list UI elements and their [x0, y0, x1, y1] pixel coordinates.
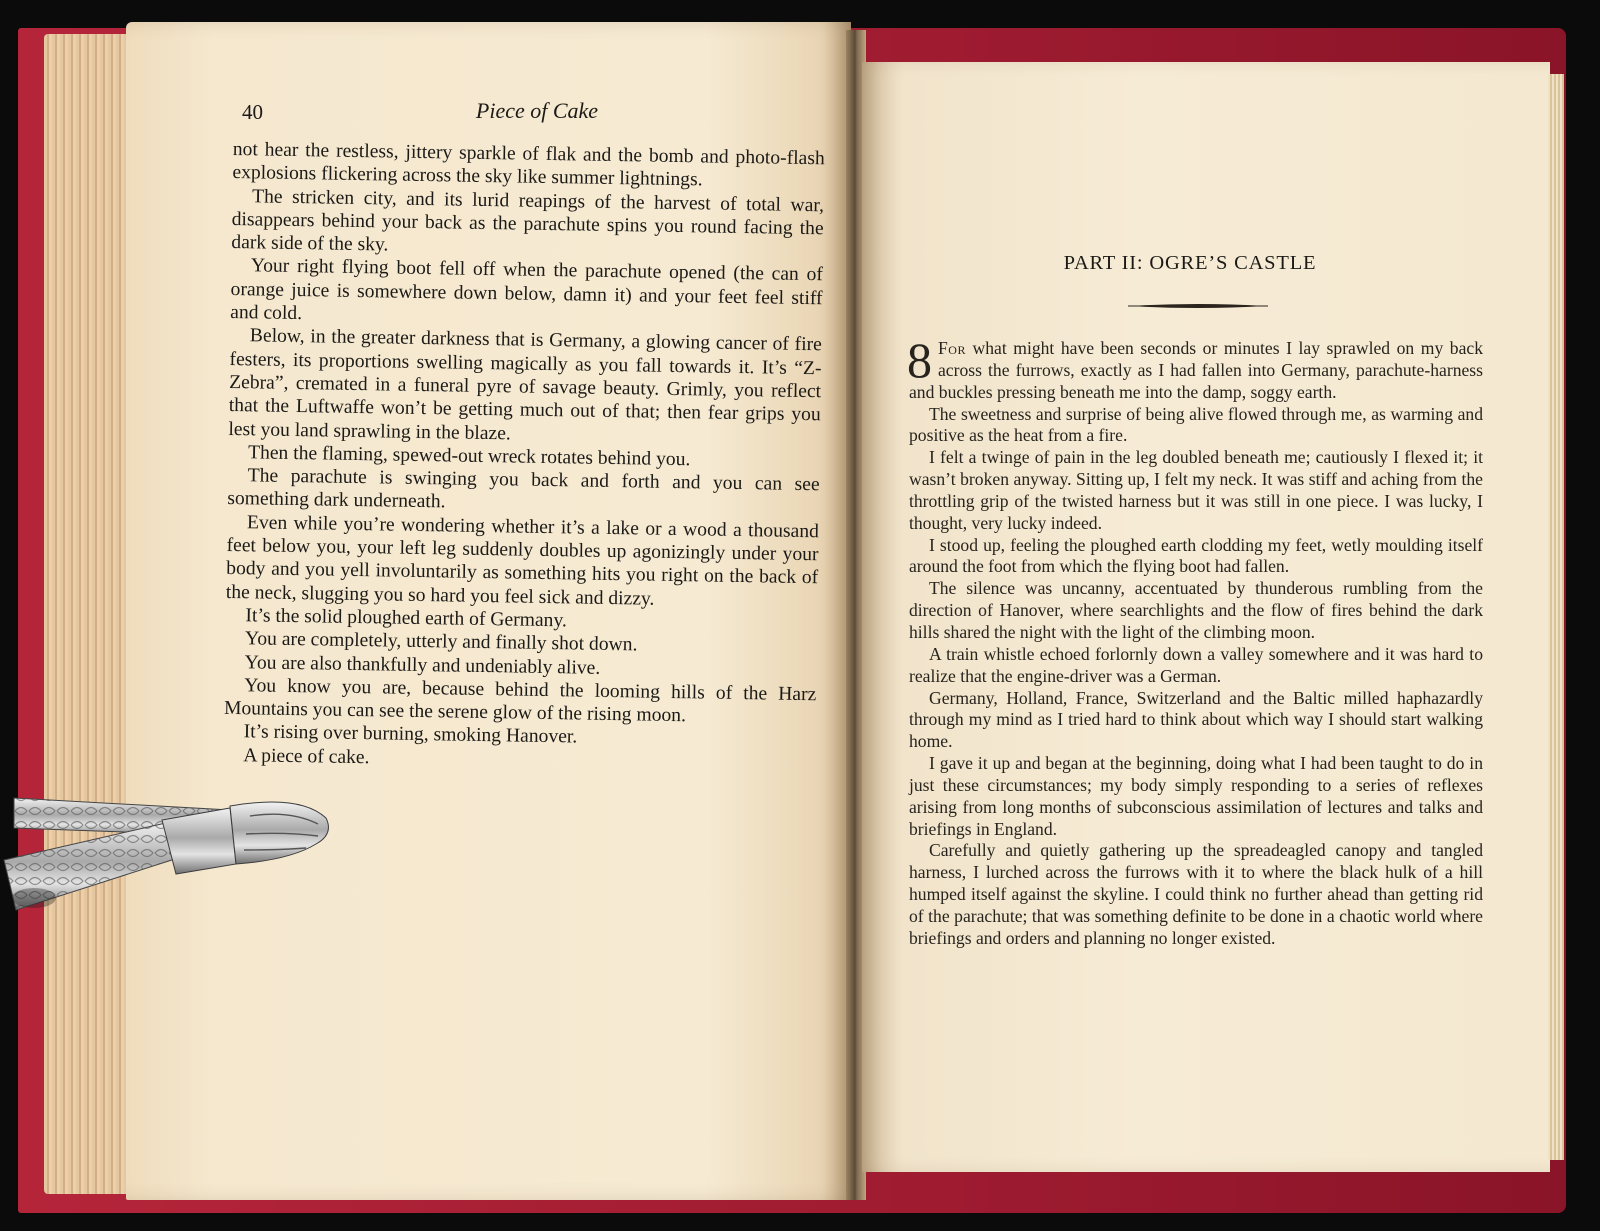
- paragraph: You are also thankfully and undeniably alive.: [244, 651, 601, 679]
- paragraph: It’s rising over burning, smoking Hanover.: [243, 721, 578, 748]
- paragraph: The sweetness and surprise of being alive flowed through me, as warming and positive as the heat from a fire.: [909, 403, 1483, 446]
- paragraph: The silence was uncanny, accentuated by thunderous rumbling from the direction of Hanover, where searchlights and the flow of fires behind the dark hills shared the night with the light of the climbing moon.: [909, 578, 1483, 642]
- chapter-opening: [907, 332, 1483, 404]
- paragraph: Below, in the greater darkness that is Germany, a glowing cancer of fire festers, its proportions swelling magically as you fall towards it. It’s “Z-Zebra”, cremated in a funeral pyre of savage beauty. Grimly, you reflect that the Luftwaffe won’t be getting much out of that; then fear grips you lest you land sprawling in the blaze.: [228, 325, 822, 444]
- paragraph: I gave it up and began at the beginning, doing what I had been taught to do in just these circumstances; my body simply responding to a series of reflexes arising from long months of subconscious assimilation of lectures and talks and briefings in England.: [909, 753, 1483, 839]
- paragraph: Even while you’re wondering whether it’s a lake or a wood a thousand feet below you, your left leg suddenly doubles up agonizingly under your body and you yell involuntarily as something hits you right on the back of the neck, slugging you so hard you feel sick and dizzy.: [225, 512, 820, 610]
- paragraph: The stricken city, and its lurid reapings of the harvest of total war, disappears behind your back as the parachute spins you round facing the dark side of the sky.: [231, 185, 825, 256]
- paragraph: You know you are, because behind the looming hills of the Harz Mountains you can see the serene glow of the rising moon.: [223, 675, 817, 727]
- right-page-text: [907, 332, 1483, 950]
- paragraph: Your right flying boot fell off when the parachute opened (the can of orange juice is somewhere down below, damn it) and your feet feel stiff and cold.: [230, 255, 824, 325]
- chapter-number: 8: [907, 332, 932, 388]
- paragraph: Germany, Holland, France, Switzerland and the Baltic milled haphazardly through my mind as I tried hard to think about which way I should start walking home.: [909, 687, 1483, 752]
- paragraph: A piece of cake.: [243, 744, 370, 768]
- paragraph: A train whistle echoed forlornly down a valley somewhere and it was hard to realize that the engine-driver was a German.: [909, 643, 1483, 686]
- left-page-text: [223, 138, 825, 776]
- left-page-header: [242, 100, 832, 130]
- page-number: 40: [242, 100, 263, 124]
- paragraph: Then the flaming, spewed-out wreck rotates behind you.: [247, 442, 691, 471]
- paragraph: You are completely, utterly and finally shot down.: [244, 628, 638, 656]
- paragraph: I felt a twinge of pain in the leg doubled beneath me; cautiously I flexed it; it wasn’t broken anyway. Sitting up, I felt my neck. It was stiff and aching from the throttling grip of the twisted harness but it was still in one piece. I was lucky, I thought, very lucky indeed.: [909, 447, 1483, 533]
- page-edges-right: [1548, 74, 1564, 1160]
- paragraph: Carefully and quietly gathering up the spreadeagled canopy and tangled harness, I lurched across the furrows with it to where the black hulk of a hill humped itself against the skyline. I could think no further ahead than getting rid of the parachute; that was something definite to be done in a chaotic world where briefings and orders and planning no longer existed.: [909, 840, 1483, 948]
- running-title: Piece of Cake: [475, 98, 599, 123]
- opening-smallcaps: For: [938, 338, 966, 358]
- paragraph: It’s the solid ploughed earth of Germany.: [245, 605, 568, 632]
- opening-text: what might have been seconds or minutes I lay sprawled on my back across the furrows, exactly as I had fallen into Germany, parachute-harness and buckles pressing beneath me into the damp, soggy earth.: [909, 338, 1483, 402]
- paragraph: The parachute is swinging you back and forth and you can see something dark underneath.: [227, 465, 820, 513]
- silver-hand-bookmark: [0, 790, 340, 930]
- part-title: PART II: OGRE’S CASTLE: [1063, 252, 1317, 274]
- paragraph: not hear the restless, jittery sparkle of flak and the bomb and photo-flash explosions flickering across the sky like summer lightnings.: [232, 138, 825, 191]
- paragraph: I stood up, feeling the ploughed earth clodding my feet, wetly moulding itself around the foot from which the flying boot had fallen.: [909, 534, 1483, 577]
- ornamental-rule: [1128, 301, 1268, 311]
